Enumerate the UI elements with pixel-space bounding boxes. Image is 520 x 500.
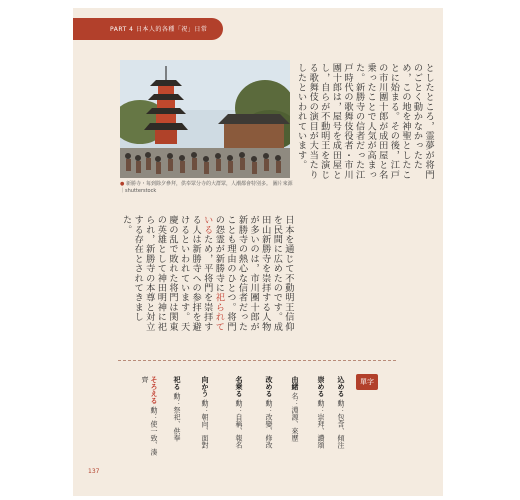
body-text-middle — [120, 215, 294, 335]
vocab-term: 崇める — [317, 376, 326, 397]
photo-caption — [120, 181, 295, 195]
vocab-item — [200, 376, 210, 456]
vocab-definition: 動：自稱、報名 — [235, 399, 243, 449]
highlighted-vocab-word: 祀られている — [201, 215, 225, 332]
photo-credit: 圖片來源｜shutterstock — [120, 181, 293, 194]
vocab-definition: 動：崇拜、讚頌 — [317, 399, 325, 449]
vocab-item — [290, 376, 300, 456]
pagoda-illustration — [120, 60, 290, 178]
section-divider — [118, 360, 396, 361]
vocab-term-highlight: そろえる — [150, 376, 159, 404]
vocab-item — [336, 376, 346, 456]
vocab-item — [316, 376, 326, 456]
vocab-item — [172, 376, 182, 456]
page-number: 137 — [88, 468, 100, 475]
temple-photo — [120, 60, 290, 178]
part-title: 日本人的各種「祝」日常 — [135, 26, 208, 33]
vocab-item — [264, 376, 274, 456]
vocab-term: 名乗る — [235, 376, 244, 397]
vocab-term: 込める — [337, 376, 346, 397]
part-label: PART 4 — [110, 26, 134, 33]
vocab-definition: 名：淵源、來歷 — [291, 392, 299, 442]
body-text-middle-post: ため，平将門を崇拝する人は新勝寺への参拝を避けるといわれています。天慶の乱で敗れた将門は関東の英雄として神田明神に祀られ，新勝寺の本尊と対立する存在とされてきました。 — [120, 215, 213, 332]
body-text-middle-pre: 日本を通じて不動明王信仰を民間に広めたのです。成田山新勝寺を崇拝する人物が多いのは，市川團十郎が新勝寺の熱心な信者だったことも理由のひとつ。将門の怨霊が新勝寺に — [213, 215, 294, 332]
vocab-term: 祀る — [173, 376, 182, 390]
vocab-item — [140, 376, 159, 456]
vocab-definition: 動：改變、修改 — [265, 399, 273, 449]
vocab-definition: 動：包含、傾注 — [337, 399, 345, 449]
vocab-term: 由緒 — [291, 376, 300, 390]
body-text-top: としたところ，霊夢が将門のごとく動かなかったため，この地を神聖としたことに始まる。その後，江戸の市川團十郎が成田屋と名乗ったことで人気が高まった。新勝寺の信者だった江戸時代の歌舞伎役者・市川團十郎は，屋号を成田屋とし，自らが不動明王を演じる歌舞伎の演目が大当たりしたといわれています。 — [295, 63, 435, 180]
vocab-term: 改める — [265, 376, 274, 397]
vocab-item — [234, 376, 244, 456]
vocab-definition: 動：使一致、湊齊 — [141, 376, 158, 456]
vocab-definition: 動：朝向、面對 — [201, 399, 209, 449]
vocab-badge: 單字 — [356, 374, 378, 390]
vocab-term: 向かう — [201, 376, 210, 397]
vocab-definition: 動：祭祀、供奉 — [173, 392, 181, 442]
vocab-term — [150, 376, 159, 404]
caption-bullet: ● — [120, 181, 125, 187]
part-header-text — [110, 24, 207, 33]
caption-text: 新勝寺・每到除夕參拜，供奉眾分寺的大群眾，人潮都會特別多。 — [125, 181, 271, 187]
